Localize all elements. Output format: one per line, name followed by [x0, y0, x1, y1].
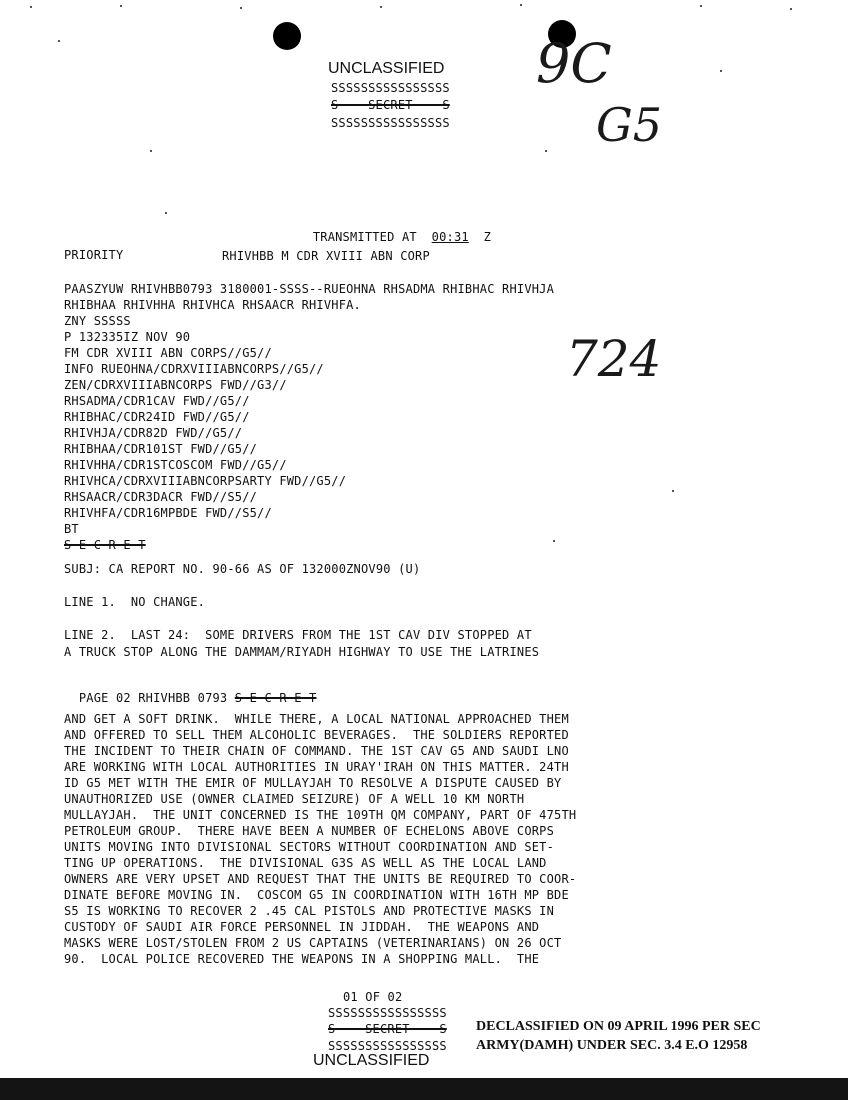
punch-hole-left — [273, 22, 301, 50]
handwritten-number: 724 — [566, 330, 662, 388]
page-marker-classification: S E C R E T — [234, 691, 317, 705]
footer-marker-line-1: SSSSSSSSSSSSSSSS — [328, 1006, 447, 1020]
handwritten-code-1: 9C — [536, 32, 612, 95]
routing-line: INFO RUEOHNA/CDRXVIIIABNCORPS//G5// — [64, 362, 324, 376]
page-marker-text: PAGE 02 RHIVHBB 0793 — [78, 691, 228, 705]
routing-secret-line: S E C R E T — [64, 538, 146, 552]
routing-line: RHSADMA/CDR1CAV FWD//G5// — [64, 394, 250, 408]
transmitted-time: 00:31 — [431, 230, 469, 244]
body-line: TING UP OPERATIONS. THE DIVISIONAL G3S AS WELL AS THE LOCAL LAND — [64, 856, 547, 870]
routing-line: ZEN/CDRXVIIIABNCORPS FWD//G3// — [64, 378, 287, 392]
body-line: UNAUTHORIZED USE (OWNER CLAIMED SEIZURE) OF A WELL 10 KM NORTH — [64, 792, 525, 806]
routing-line: RHIVHFA/CDR16MPBDE FWD//S5// — [64, 506, 272, 520]
body-line: AND GET A SOFT DRINK. WHILE THERE, A LOCAL NATIONAL APPROACHED THEM — [64, 712, 569, 726]
body-line: 90. LOCAL POLICE RECOVERED THE WEAPONS IN A SHOPPING MALL. THE — [64, 952, 540, 966]
body-line: THE INCIDENT TO THEIR CHAIN OF COMMAND. THE 1ST CAV G5 AND SAUDI LNO — [64, 744, 569, 758]
line-2-part-1: LINE 2. LAST 24: SOME DRIVERS FROM THE 1ST CAV DIV STOPPED AT — [64, 628, 532, 642]
declassification-stamp-line-2: ARMY(DAMH) UNDER SEC. 3.4 E.O 12958 — [476, 1038, 748, 1053]
scan-bottom-edge — [0, 1078, 848, 1100]
body-line: S5 IS WORKING TO RECOVER 2 .45 CAL PISTOLS AND PROTECTIVE MASKS IN — [64, 904, 555, 918]
transmitted-zone: Z — [483, 230, 492, 244]
header-marker-line-1: SSSSSSSSSSSSSSSS — [331, 81, 450, 95]
declassification-stamp-line-1: DECLASSIFIED ON 09 APRIL 1996 PER SEC — [476, 1019, 761, 1034]
body-line: UNITS MOVING INTO DIVISIONAL SECTORS WITHOUT COORDINATION AND SET- — [64, 840, 555, 854]
header-marker-line-2: SSSSSSSSSSSSSSSS — [331, 116, 450, 130]
routing-line: ZNY SSSSS — [64, 314, 131, 328]
routing-line: RHSAACR/CDR3DACR FWD//S5// — [64, 490, 258, 504]
routing-line: RHIBHAA RHIVHHA RHIVHCA RHSAACR RHIVHFA. — [64, 298, 361, 312]
routing-line: RHIVHJA/CDR82D FWD//G5// — [64, 426, 243, 440]
handwritten-code-2: G5 — [596, 98, 663, 152]
routing-line: RHIBHAC/CDR24ID FWD//G5// — [64, 410, 250, 424]
body-line: PETROLEUM GROUP. THERE HAVE BEEN A NUMBER OF ECHELONS ABOVE CORPS — [64, 824, 555, 838]
body-line: OWNERS ARE VERY UPSET AND REQUEST THAT THE UNITS BE REQUIRED TO COOR- — [64, 872, 577, 886]
body-line: DINATE BEFORE MOVING IN. COSCOM G5 IN COORDINATION WITH 16TH MP BDE — [64, 888, 569, 902]
body-line: AND OFFERED TO SELL THEM ALCOHOLIC BEVERAGES. THE SOLDIERS REPORTED — [64, 728, 569, 742]
routing-line: FM CDR XVIII ABN CORPS//G5// — [64, 346, 272, 360]
body-line: CUSTODY OF SAUDI AIR FORCE PERSONNEL IN JIDDAH. THE WEAPONS AND — [64, 920, 540, 934]
precedence: PRIORITY — [64, 248, 124, 262]
header-classification: UNCLASSIFIED — [328, 60, 445, 77]
body-line: MULLAYJAH. THE UNIT CONCERNED IS THE 109TH QM COMPANY, PART OF 475TH — [64, 808, 577, 822]
header-secret-line: S SECRET S — [331, 98, 450, 112]
body-line: MASKS WERE LOST/STOLEN FROM 2 US CAPTAINS (VETERINARIANS) ON 26 OCT — [64, 936, 562, 950]
body-line: ID G5 MET WITH THE EMIR OF MULLAYJAH TO RESOLVE A DISPUTE CAUSED BY — [64, 776, 562, 790]
body-line: ARE WORKING WITH LOCAL AUTHORITIES IN URAY'IRAH ON THIS MATTER. 24TH — [64, 760, 569, 774]
footer-page-count: 01 OF 02 — [343, 990, 403, 1004]
page-marker — [64, 679, 316, 705]
line-2-part-2: A TRUCK STOP ALONG THE DAMMAM/RIYADH HIGHWAY TO USE THE LATRINES — [64, 645, 540, 659]
routing-line: RHIBHAA/CDR101ST FWD//G5// — [64, 442, 258, 456]
footer-marker-line-2: SSSSSSSSSSSSSSSS — [328, 1039, 447, 1053]
subject-line: SUBJ: CA REPORT NO. 90-66 AS OF 132000ZNOV90 (U) — [64, 562, 421, 576]
routing-line: RHIVHCA/CDRXVIIIABNCORPSARTY FWD//G5// — [64, 474, 347, 488]
routing-line: BT — [64, 522, 79, 536]
transmitted-at-row — [298, 216, 491, 244]
routing-line: P 132335IZ NOV 90 — [64, 330, 191, 344]
transmitted-label: TRANSMITTED AT — [312, 230, 417, 244]
footer-classification: UNCLASSIFIED — [313, 1052, 430, 1069]
originator: RHIVHBB M CDR XVIII ABN CORP — [222, 249, 430, 263]
routing-line: PAASZYUW RHIVHBB0793 3180001-SSSS--RUEOHNA RHSADMA RHIBHAC RHIVHJA — [64, 282, 555, 296]
footer-secret-line: S SECRET S — [328, 1022, 447, 1036]
line-1: LINE 1. NO CHANGE. — [64, 595, 206, 609]
routing-line: RHIVHHA/CDR1STCOSCOM FWD//G5// — [64, 458, 287, 472]
